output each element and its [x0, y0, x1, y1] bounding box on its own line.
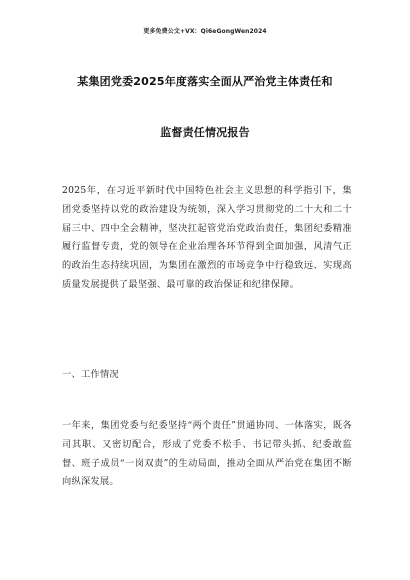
document-title-line-1: 某集团党委2025年度落实全面从严治党主体责任和: [77, 75, 333, 88]
paragraph-intro: 2025年，在习近平新时代中国特色社会主义思想的科学指引下，集团党委坚持以党的政治建设为统领，深入学习贯彻党的二十大和二十届三中、四中全会精神，坚决扛起管党治党政治责任，集团纪委精准履行监督专责，党的领导在企业治理各环节得到全面加强，风清气正的政治生态持续巩固，为集团在激烈的市场竞争中行稳致远、实现高质量发展提供了最坚强、最可靠的政治保证和纪律保障。: [62, 185, 352, 290]
section-heading: 一、工作情况: [62, 369, 119, 380]
document-title-line-2: 监督责任情况报告: [160, 126, 250, 139]
header-note: 更多免费公文+VX：Qi6eGongWen2024: [143, 28, 267, 35]
paragraph-work-status: 一年来，集团党委与纪委坚持“两个责任”贯通协同、一体落实，既各司其职、又密切配合，形成了党委不松手、书记带头抓、纪委敢监督、班子成员“一岗双责”的生动局面，推动全面从严治党在集团不断向纵深发展。: [62, 420, 352, 488]
